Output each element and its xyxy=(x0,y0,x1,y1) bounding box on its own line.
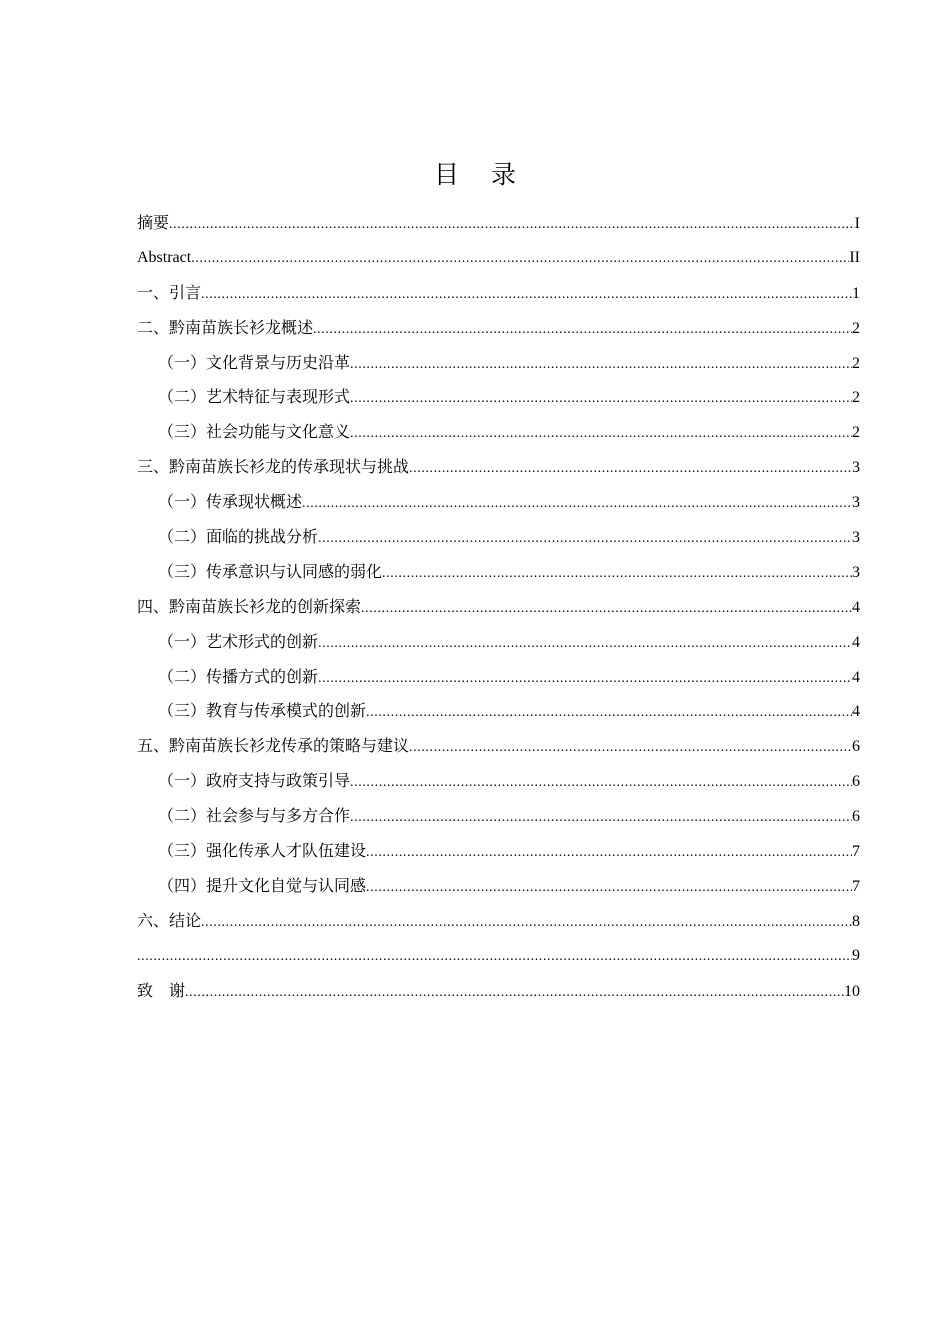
toc-dot-leader xyxy=(191,242,849,277)
toc-entry-label: （二）社会参与与多方合作 xyxy=(158,806,351,826)
toc-entry-section-5-3[interactable] xyxy=(137,834,860,869)
toc-entry-label: （三）教育与传承模式的创新 xyxy=(158,701,367,721)
toc-dot-leader xyxy=(302,487,852,522)
toc-entry-section-1[interactable] xyxy=(137,276,860,311)
toc-entry-section-3-3[interactable] xyxy=(137,555,860,590)
toc-entry-label: （三）强化传承人才队伍建设 xyxy=(158,841,367,861)
toc-page-number: 2 xyxy=(852,424,860,442)
toc-entry-label: （一）艺术形式的创新 xyxy=(158,631,319,651)
toc-entry-label: Abstract xyxy=(137,248,192,266)
toc-entry-label: 摘要 xyxy=(137,213,170,232)
toc-dot-leader xyxy=(350,382,852,417)
toc-dot-leader xyxy=(201,906,852,941)
toc-dot-leader xyxy=(169,208,855,243)
toc-page-number: 4 xyxy=(852,598,860,616)
toc-entry-section-2-3[interactable] xyxy=(137,415,860,450)
toc-entry-label: 六、结论 xyxy=(137,910,202,930)
toc-entry-section-3-1[interactable] xyxy=(137,485,860,520)
toc-entry-section-2-1[interactable] xyxy=(137,346,860,381)
toc-entry-section-5[interactable] xyxy=(137,729,860,764)
toc-page-number: 4 xyxy=(852,668,860,686)
toc-entry-label: （二）传播方式的创新 xyxy=(158,666,319,686)
toc-entry-label: （四）提升文化自觉与认同感 xyxy=(158,875,367,895)
toc-page-number: 3 xyxy=(852,459,860,477)
toc-dot-leader xyxy=(350,766,852,801)
toc-entry-section-2[interactable] xyxy=(137,311,860,346)
toc-entry-label: 致 谢 xyxy=(137,980,186,1000)
toc-page-number: 1 xyxy=(852,284,860,302)
toc-entry-label: 二、黔南苗族长衫龙概述 xyxy=(137,317,314,337)
toc-entry-abstract-cn[interactable] xyxy=(137,206,860,241)
toc-entry-label: （一）政府支持与政策引导 xyxy=(158,771,351,791)
toc-entry-label: 一、引言 xyxy=(137,282,202,302)
toc-dot-leader xyxy=(366,696,852,731)
toc-entry-label: 三、黔南苗族长衫龙的传承现状与挑战 xyxy=(137,457,410,477)
toc-entry-section-4-1[interactable] xyxy=(137,625,860,660)
toc-page-number: 2 xyxy=(852,354,860,372)
toc-entry-section-3-2[interactable] xyxy=(137,520,860,555)
toc-entry-section-2-2[interactable] xyxy=(137,380,860,415)
toc-page-number: 10 xyxy=(844,982,860,1000)
toc-dot-leader xyxy=(409,731,852,766)
toc-page-number: I xyxy=(854,215,860,232)
toc-dot-leader xyxy=(361,592,852,627)
toc-entry-unlabeled[interactable] xyxy=(137,939,860,974)
toc-page-number: 9 xyxy=(852,946,860,964)
toc-entry-acknowledgements[interactable] xyxy=(137,974,860,1009)
toc-entry-section-5-1[interactable] xyxy=(137,764,860,799)
toc-entry-section-3[interactable] xyxy=(137,450,860,485)
toc-dot-leader xyxy=(366,871,852,906)
toc-entry-section-5-2[interactable] xyxy=(137,799,860,834)
toc-dot-leader xyxy=(201,278,852,313)
toc-list xyxy=(137,206,860,1008)
toc-entry-abstract-en[interactable] xyxy=(137,241,860,276)
toc-dot-leader xyxy=(313,313,852,348)
toc-entry-label: （二）艺术特征与表现形式 xyxy=(158,387,351,407)
toc-page-number: 2 xyxy=(852,319,860,337)
toc-page-number: 6 xyxy=(852,738,860,756)
toc-page-number: 4 xyxy=(852,633,860,651)
toc-entry-section-5-4[interactable] xyxy=(137,869,860,904)
toc-dot-leader xyxy=(318,627,852,662)
toc-page-number: 7 xyxy=(852,843,860,861)
toc-entry-label: （二）面临的挑战分析 xyxy=(158,527,319,547)
toc-dot-leader xyxy=(382,557,852,592)
toc-page-number: 6 xyxy=(852,773,860,791)
toc-page-number: 3 xyxy=(852,563,860,581)
toc-page-number: 8 xyxy=(852,912,860,930)
toc-page-number: 3 xyxy=(852,494,860,512)
toc-entry-label: （三）传承意识与认同感的弱化 xyxy=(158,561,383,581)
toc-entry-label: 五、黔南苗族长衫龙传承的策略与建议 xyxy=(137,736,410,756)
toc-dot-leader xyxy=(350,348,852,383)
toc-title: 目 录 xyxy=(434,160,528,189)
toc-entry-section-4-3[interactable] xyxy=(137,694,860,729)
toc-dot-leader xyxy=(350,801,852,836)
toc-dot-leader xyxy=(350,417,852,452)
toc-entry-label: （一）传承现状概述 xyxy=(158,492,303,512)
toc-entry-section-4[interactable] xyxy=(137,590,860,625)
toc-dot-leader xyxy=(137,940,852,975)
toc-dot-leader xyxy=(185,976,844,1011)
toc-dot-leader xyxy=(318,522,852,557)
toc-entry-label: （一）文化背景与历史沿革 xyxy=(158,352,351,372)
toc-entry-label: （三）社会功能与文化意义 xyxy=(158,422,351,442)
toc-dot-leader xyxy=(318,662,852,697)
toc-dot-leader xyxy=(409,452,852,487)
toc-dot-leader xyxy=(366,836,852,871)
toc-page-number: 3 xyxy=(852,529,860,547)
toc-page-number: 4 xyxy=(852,703,860,721)
toc-page-number: 2 xyxy=(852,389,860,407)
toc-page-number: II xyxy=(849,248,860,266)
toc-page-number: 6 xyxy=(852,808,860,826)
toc-entry-label: 四、黔南苗族长衫龙的创新探索 xyxy=(137,596,362,616)
toc-page-number: 7 xyxy=(852,877,860,895)
toc-entry-section-6[interactable] xyxy=(137,904,860,939)
toc-entry-section-4-2[interactable] xyxy=(137,660,860,695)
